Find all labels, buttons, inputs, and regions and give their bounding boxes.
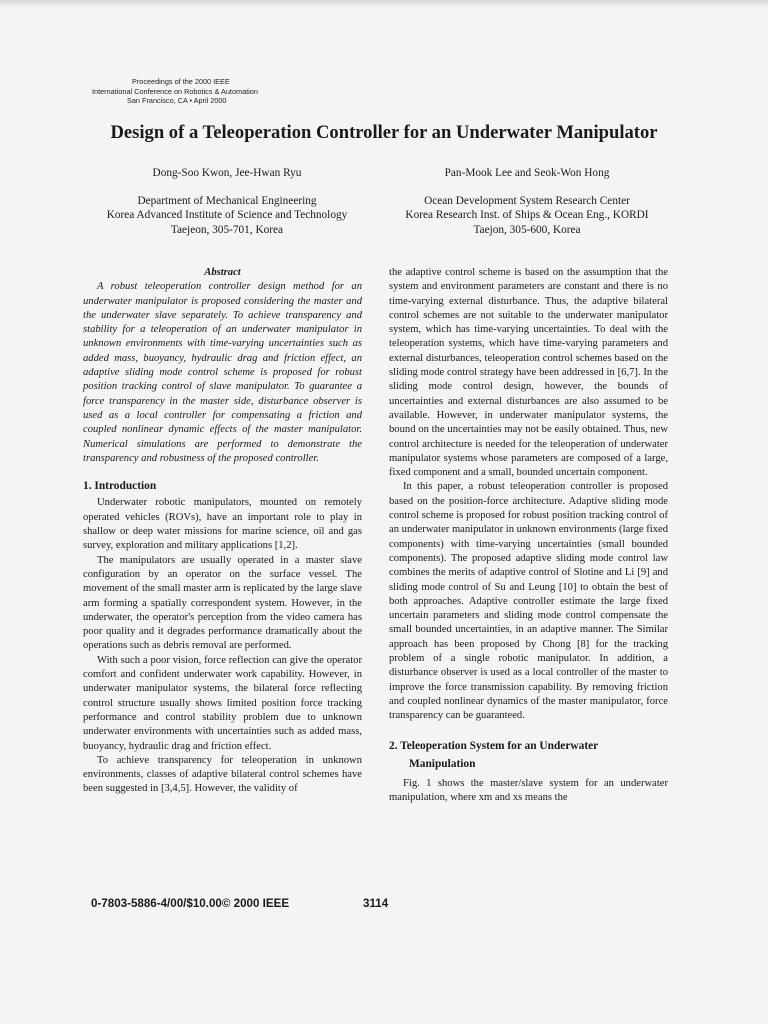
body-paragraph: The manipulators are usually operated in a master slave configuration by an operator on the surface vessel. The movement of the small master arm is replicated by the large slave arm forming a spatially correspondent system. However, in the underwater, the operator's perception from the video camera has poor quality and it degrades performance dramatically about the operations such as debris removal are performed. [83, 554, 362, 652]
affiliation-line: Korea Advanced Institute of Science and Technology [106, 209, 348, 221]
affiliation-line: Department of Mechanical Engineering [137, 194, 317, 207]
affiliation-line: Korea Research Inst. of Ships & Ocean Eng., KORDI [405, 209, 649, 221]
section-heading-line: Manipulation [409, 757, 476, 770]
proceedings-header [92, 77, 312, 106]
page-number: 3114 [363, 897, 389, 910]
author-names: Pan-Mook Lee and Seok-Won Hong [444, 167, 610, 179]
body-paragraph: Underwater robotic manipulators, mounted on remotely operated vehicles (ROVs), have an important role to play in shallow or deep water missions for marine science, oil and gas survey, exploration and military applications [1,2]. [83, 497, 362, 552]
author-names: Dong-Soo Kwon, Jee-Hwan Ryu [152, 167, 302, 179]
author-block-right [382, 166, 672, 237]
right-column [389, 266, 668, 805]
section-heading-line: 2. Teleoperation System for an Underwater [389, 739, 599, 752]
body-paragraph: Fig. 1 shows the master/slave system for an underwater manipulation, where xm and xs means the [389, 777, 668, 803]
abstract-text: A robust teleoperation controller design method for an underwater manipulator is proposed considering the master and the underwater slave separately. To achieve transparency and stability for a teleoperation of an underwater manipulator in unknown environments with time-varying uncertainties such as added mass, buoyancy, hydraulic drag and friction effect, an adaptive sliding mode control scheme is proposed for robust position tracking control of slave manipulator. To guarantee a force transparency in the master side, disturbance observer is used as a local controller for compensating a friction and coupled nonlinear dynamic effects of the master manipulator. Numerical simulations are performed to demonstrate the transparency and robustness of the proposed controller. [83, 281, 362, 464]
author-block-left [82, 166, 372, 237]
body-paragraph: With such a poor vision, force reflection can give the operator comfort and confident underwater work capability. However, in underwater manipulator systems, the bilateral force reflecting control structure usually shows limited position force tracking performance and control stability problem due to unknown underwater environments with uncertainties such as added mass, buoyancy, hydraulic drag and friction effect. [83, 654, 362, 752]
body-paragraph: To achieve transparency for teleoperation in unknown environments, classes of adaptive bilateral control schemes have been suggested in [3,4,5]. However, the validity of [83, 754, 362, 795]
abstract-heading: Abstract [204, 267, 241, 278]
section-heading: 1. Introduction [83, 480, 157, 493]
affiliation-line: Taejeon, 305-701, Korea [170, 223, 284, 236]
affiliation-line: Ocean Development System Research Center [424, 194, 630, 207]
copyright-footer: 0-7803-5886-4/00/$10.00© 2000 IEEE [91, 897, 290, 910]
section-heading [389, 737, 668, 773]
left-column [83, 266, 362, 797]
proceedings-line: International Conference on Robotics & Automation [92, 86, 258, 96]
proceedings-line: San Francisco, CA • April 2000 [127, 96, 227, 105]
affiliation-line: Taejon, 305-600, Korea [473, 223, 581, 236]
proceedings-line: Proceedings of the 2000 IEEE [132, 77, 230, 86]
paper-title: Design of a Teleoperation Controller for an Underwater Manipulator [110, 122, 658, 143]
scan-edge [0, 0, 768, 8]
body-paragraph: In this paper, a robust teleoperation controller is proposed based on the position-force architecture. Adaptive sliding mode control scheme is proposed for robust position tracking control of an underwater manipulator in unknown environments (large fixed components) with time-varying uncertainties (small bounded components). The proposed adaptive sliding mode control law combines the merits of adaptive control of Slotine and Li [9] and sliding mode control of Su and Leung [10] to obtain the best of both approaches. Adaptive controller estimate the large fixed uncertain parameters and sliding mode control compensate the small bounded uncertainties, in an adaptive manner. The Similar approach has been proposed by Chong [8] for the tracking problem of a single robotic manipulator. In addition, a disturbance observer is used as a local controller of the master to improve the force transmission capability. By removing friction and coupled nonlinear dynamics of the master manipulator, force transparency can be guaranteed. [389, 481, 668, 722]
body-paragraph: the adaptive control scheme is based on the assumption that the system and environment parameters are constant and there is no time-varying external disturbance. Thus, the adaptive bilateral control schemes are not suitable to the underwater manipulator system, which has time-varying uncertainties. To deal with the teleoperation systems, which have time-varying parameters and external disturbances, teleoperation control schemes based on the sliding mode control strategy have been addressed in [6,7]. In the sliding mode control design, however, the bounds of uncertainties and external disturbances are also assumed to be available. However, in underwater manipulator systems, the bound on the uncertainties may not be easily obtained. Thus, new control architecture is needed for the teleoperation of underwater manipulator systems whose parameters are composed of a large, fixed component and a small, bounded uncertain component. [389, 267, 668, 479]
